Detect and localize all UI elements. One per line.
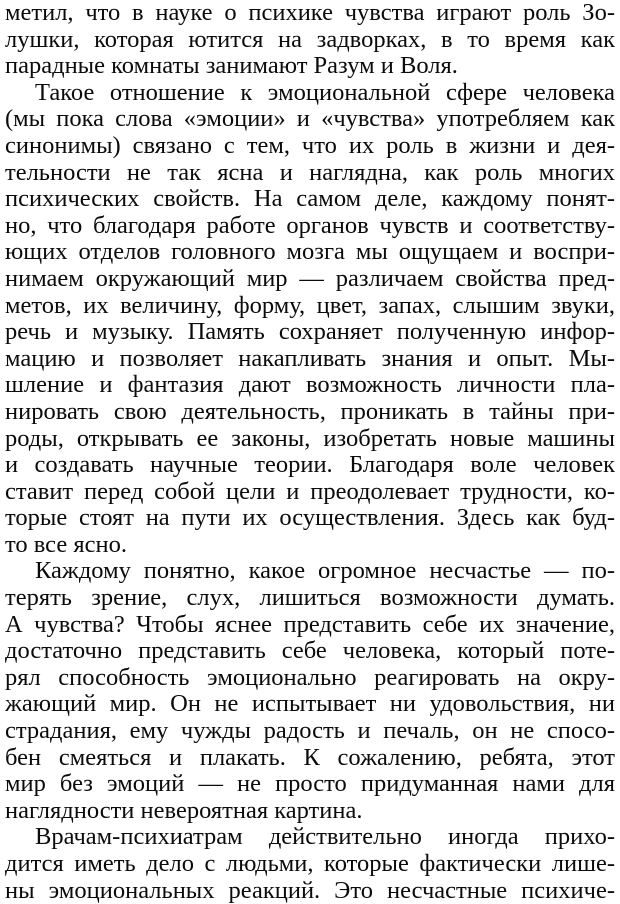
paragraph bbox=[5, 0, 615, 80]
text-line: парадные комнаты занимают Разум и Воля. bbox=[5, 53, 458, 80]
text-line: лушки, которая ютится на задворках, в то время как bbox=[5, 26, 615, 53]
text-line: Каждому понятно, какое огромное несчастье — по- bbox=[35, 558, 615, 585]
text-line: дится иметь дело с людьми, которые фактически лише- bbox=[5, 851, 615, 877]
text-line: нимаем окружающий мир — различаем свойства пред- bbox=[5, 265, 615, 292]
text-line: речь и музыку. Память сохраняет полученную инфор- bbox=[5, 319, 615, 346]
text-line: психических свойств. На самом деле, каждому понят- bbox=[5, 186, 615, 213]
text-line: ны эмоциональных реакций. Это несчастные психиче- bbox=[5, 877, 615, 904]
text-line: ющих отделов головного мозга мы ощущаем и воспри- bbox=[5, 239, 615, 266]
text-line: рял способность эмоционально реагировать на окру- bbox=[5, 664, 615, 691]
text-line: и создавать научные теории. Благодаря воле человек bbox=[5, 452, 615, 479]
text-line: нировать свою деятельность, проникать в тайны при- bbox=[5, 398, 615, 425]
text-line: А чувства? Чтобы яснее представить себе их значение, bbox=[5, 611, 615, 638]
text-line: достаточно представить себе человека, который поте- bbox=[5, 638, 615, 665]
text-line: то все ясно. bbox=[5, 531, 127, 558]
paragraph bbox=[5, 558, 615, 824]
text-line: но, что благодаря работе органов чувств и соответству- bbox=[5, 212, 615, 239]
text-line: мир без эмоций — не просто придуманная нами для bbox=[5, 771, 615, 798]
text-line: жающий мир. Он не испытывает ни удовольствия, ни bbox=[5, 691, 615, 718]
text-line: метов, их величину, форму, цвет, запах, слышим звуки, bbox=[5, 292, 615, 319]
text-line: синонимы) связано с тем, что их роль в жизни и дея- bbox=[5, 132, 615, 159]
text-line: Врачам-психиатрам действительно иногда прихо- bbox=[35, 824, 615, 851]
text-line: наглядности невероятная картина. bbox=[5, 797, 363, 824]
book-page bbox=[5, 0, 615, 904]
text-line: метил, что в науке о психике чувства играют роль Зо- bbox=[5, 0, 615, 26]
text-line: терять зрение, слух, лишиться возможности думать. bbox=[5, 585, 615, 612]
paragraph bbox=[5, 824, 615, 904]
text-line: (мы пока слова «эмоции» и «чувства» употребляем как bbox=[5, 106, 615, 133]
text-line: роды, открывать ее законы, изобретать новые машины bbox=[5, 425, 615, 452]
text-line: Такое отношение к эмоциональной сфере человека bbox=[35, 79, 615, 106]
text-line: мацию и позволяет накапливать знания и опыт. Мы- bbox=[5, 345, 615, 372]
page-text bbox=[5, 0, 615, 904]
text-line: тельности не так ясна и наглядна, как роль многих bbox=[5, 159, 615, 186]
text-line: ставит перед собой цели и преодолевает трудности, ко- bbox=[5, 478, 615, 505]
text-line: бен смеяться и плакать. К сожалению, ребята, этот bbox=[5, 744, 615, 771]
text-line: страдания, ему чужды радость и печаль, он не спосо- bbox=[5, 718, 615, 745]
paragraph bbox=[5, 80, 615, 559]
text-line: шление и фантазия дают возможность личности пла- bbox=[5, 372, 615, 399]
text-line: торые стоят на пути их осуществления. Здесь как буд- bbox=[5, 505, 615, 532]
